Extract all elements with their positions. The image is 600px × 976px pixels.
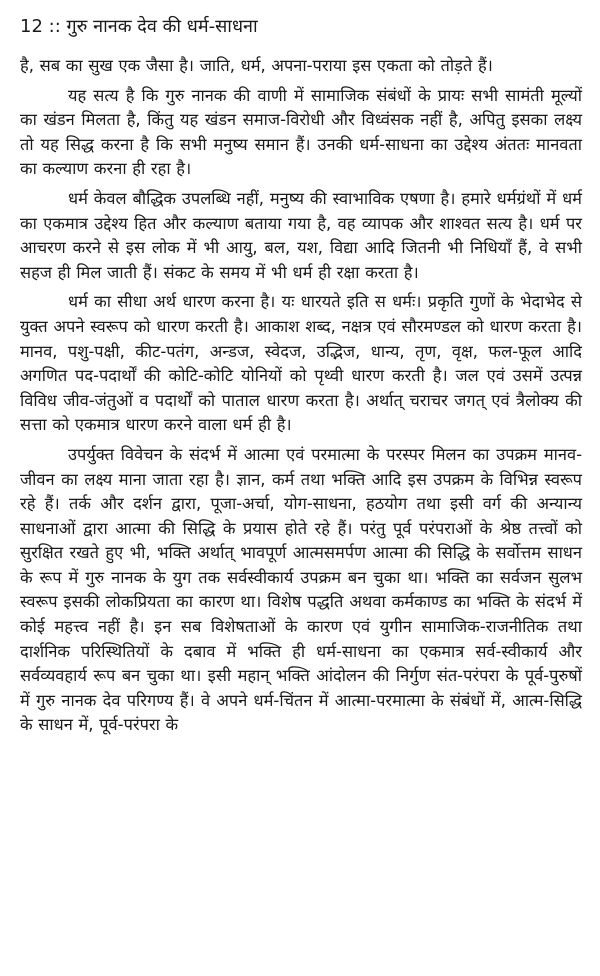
paragraph-social-values: यह सत्य है कि गुरु नानक की वाणी में सामाजिक संबंधों के प्रायः सभी सामंती मूल्यों का खंडन मिलता है, किंतु यह खंडन समाज-विरोधी और विध्वंसक नहीं है, अपितु इसका लक्ष्य तो यह सिद्ध करना है कि सभी मनुष्य समान हैं। उनकी धर्म-साधना का उद्देश्य अंततः मानवता का कल्याण करना ही रहा है।: [20, 85, 582, 179]
paragraph-bhakti: उपर्युक्त विवेचन के संदर्भ में आत्मा एवं परमात्मा के परस्पर मिलन का उपक्रम मानव-जीवन का लक्ष्य माना जाता रहा है। ज्ञान, कर्म तथा भक्ति आदि इस उपक्रम के विभिन्न स्वरूप रहे हैं। तर्क और दर्शन द्वारा, पूजा-अर्चा, योग-साधना, हठयोग तथा इसी वर्ग की अन्यान्य साधनाओं द्वारा आत्मा की सिद्धि के प्रयास होते रहे हैं। परंतु पूर्व परंपराओं के श्रेष्ठ तत्त्वों को सुरक्षित रखते हुए भी, भक्ति अर्थात् भावपूर्ण आत्मसमर्पण आत्मा की सिद्धि के सर्वोत्तम साधन के रूप में गुरु नानक के युग तक सर्वस्वीकार्य उपक्रम बन चुका था। भक्ति का सर्वजन सुलभ स्वरूप इसकी लोकप्रियता का कारण था। विशेष पद्धति अथवा कर्मकाण्ड का भक्ति के संदर्भ में कोई महत्त्व नहीं है। इन सब विशेषताओं के कारण एवं युगीन सामाजिक-राजनीतिक तथा दार्शनिक परिस्थितियों के दबाव में भक्ति ही धर्म-साधना का एकमात्र सर्व-स्वीकार्य और सर्वव्यवहार्य रूप बन चुका था। इसी महान् भक्ति आंदोलन की निर्गुण संत-परंपरा के पूर्व-पुरुषों में गुरु नानक देव परिगण्य हैं। वे अपने धर्म-चिंतन में आत्मा-परमात्मा के संबंधों में, आत्म-सिद्धि के साधन में, पूर्व-परंपरा के: [20, 444, 582, 735]
paragraph-dharma-meaning: धर्म का सीधा अर्थ धारण करना है। यः धारयते इति स धर्मः। प्रकृति गुणों के भेदाभेद से युक्त अपने स्वरूप को धारण करती है। आकाश शब्द, नक्षत्र एवं सौरमण्डल को धारण करता है। मानव, पशु-पक्षी, कीट-पतंग, अन्डज, स्वेदज, उद्भिज, धान्य, तृण, वृक्ष, फल-फूल आदि अगणित पद-पदार्थों की कोटि-कोटि योनियों को पृथ्वी धारण करती है। जल एवं उसमें उत्पन्न विविध जीव-जंतुओं व पदार्थों को पाताल धारण करता है। अर्थात् चराचर जगत् एवं त्रैलोक्य की सत्ता को एकमात्र धारण करने वाला धर्म ही है।: [20, 292, 582, 435]
paragraph-continued: है, सब का सुख एक जैसा है। जाति, धर्म, अपना-पराया इस एकता को तोड़ते हैं।: [20, 56, 493, 75]
page-header: 12 :: गुरु नानक देव की धर्म-साधना: [20, 16, 258, 37]
paragraph-dharma-nature: धर्म केवल बौद्धिक उपलब्धि नहीं, मनुष्य की स्वाभाविक एषणा है। हमारे धर्मग्रंथों में धर्म का एकमात्र उद्देश्य हित और कल्याण बताया गया है, वह व्यापक और शाश्वत सत्य है। धर्म पर आचरण करने से इस लोक में भी आयु, बल, यश, विद्या आदि जितनी भी निधियाँ हैं, वे सभी सहज ही मिल जाती हैं। संकट के समय में भी धर्म ही रक्षा करता है।: [20, 188, 582, 282]
